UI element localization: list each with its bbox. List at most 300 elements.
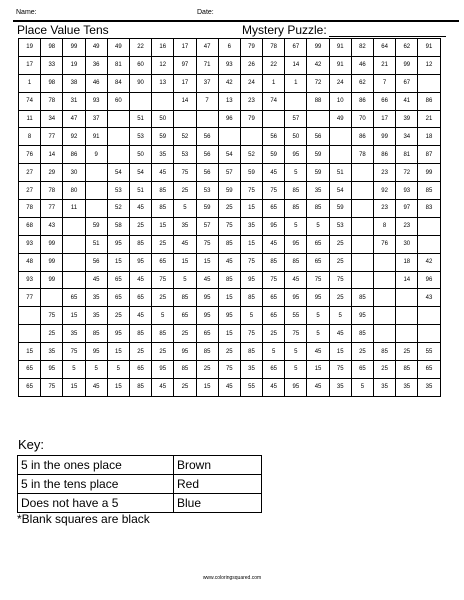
grid-cell[interactable]: 78: [41, 92, 63, 110]
grid-cell[interactable]: [63, 235, 85, 253]
grid-cell[interactable]: 49: [107, 39, 129, 57]
grid-cell[interactable]: 56: [85, 253, 107, 271]
grid-cell[interactable]: 25: [218, 200, 240, 218]
grid-cell[interactable]: [396, 289, 418, 307]
grid-cell[interactable]: 5: [329, 307, 351, 325]
grid-cell[interactable]: 33: [41, 56, 63, 74]
grid-cell[interactable]: 98: [41, 74, 63, 92]
grid-cell[interactable]: 67: [396, 74, 418, 92]
grid-cell[interactable]: 75: [307, 271, 329, 289]
grid-cell[interactable]: 56: [196, 146, 218, 164]
grid-cell[interactable]: 16: [152, 39, 174, 57]
grid-cell[interactable]: 57: [218, 164, 240, 182]
grid-cell[interactable]: 64: [374, 39, 396, 57]
grid-cell[interactable]: 25: [196, 361, 218, 379]
grid-cell[interactable]: 80: [63, 182, 85, 200]
grid-cell[interactable]: 42: [418, 253, 440, 271]
grid-cell[interactable]: 45: [218, 253, 240, 271]
grid-cell[interactable]: [196, 110, 218, 128]
grid-cell[interactable]: [107, 128, 129, 146]
grid-cell[interactable]: 77: [41, 200, 63, 218]
grid-cell[interactable]: 75: [218, 217, 240, 235]
grid-cell[interactable]: [351, 253, 373, 271]
grid-cell[interactable]: [374, 253, 396, 271]
grid-cell[interactable]: 29: [41, 164, 63, 182]
grid-cell[interactable]: 99: [396, 56, 418, 74]
grid-cell[interactable]: 59: [263, 146, 285, 164]
grid-cell[interactable]: 54: [218, 146, 240, 164]
grid-cell[interactable]: 22: [263, 56, 285, 74]
grid-cell[interactable]: 65: [129, 289, 151, 307]
grid-cell[interactable]: 85: [152, 325, 174, 343]
grid-cell[interactable]: 30: [63, 164, 85, 182]
grid-cell[interactable]: 85: [174, 289, 196, 307]
grid-cell[interactable]: 7: [196, 92, 218, 110]
grid-cell[interactable]: 82: [351, 39, 373, 57]
grid-cell[interactable]: 55: [240, 378, 262, 396]
grid-cell[interactable]: 25: [107, 307, 129, 325]
grid-cell[interactable]: [374, 325, 396, 343]
grid-cell[interactable]: 25: [129, 343, 151, 361]
grid-cell[interactable]: 35: [396, 378, 418, 396]
grid-cell[interactable]: 96: [418, 271, 440, 289]
grid-cell[interactable]: 86: [418, 92, 440, 110]
grid-cell[interactable]: 60: [129, 56, 151, 74]
grid-cell[interactable]: 45: [129, 271, 151, 289]
grid-cell[interactable]: [63, 217, 85, 235]
grid-cell[interactable]: 13: [218, 92, 240, 110]
grid-cell[interactable]: 85: [174, 361, 196, 379]
grid-cell[interactable]: 11: [63, 200, 85, 218]
grid-cell[interactable]: [329, 146, 351, 164]
grid-cell[interactable]: 5: [307, 307, 329, 325]
grid-cell[interactable]: [351, 271, 373, 289]
grid-cell[interactable]: 25: [329, 235, 351, 253]
grid-cell[interactable]: 43: [418, 289, 440, 307]
grid-cell[interactable]: 95: [85, 343, 107, 361]
grid-cell[interactable]: 99: [63, 39, 85, 57]
grid-cell[interactable]: 51: [129, 182, 151, 200]
grid-cell[interactable]: 75: [285, 325, 307, 343]
grid-cell[interactable]: 74: [19, 92, 41, 110]
grid-cell[interactable]: 60: [107, 92, 129, 110]
grid-cell[interactable]: 17: [19, 56, 41, 74]
grid-cell[interactable]: 75: [63, 343, 85, 361]
grid-cell[interactable]: 65: [152, 253, 174, 271]
grid-cell[interactable]: 93: [218, 56, 240, 74]
grid-cell[interactable]: 5: [107, 361, 129, 379]
grid-cell[interactable]: 75: [263, 271, 285, 289]
grid-cell[interactable]: 65: [196, 325, 218, 343]
grid-cell[interactable]: 95: [240, 271, 262, 289]
grid-cell[interactable]: 1: [263, 74, 285, 92]
grid-cell[interactable]: 39: [396, 110, 418, 128]
grid-cell[interactable]: 51: [129, 110, 151, 128]
grid-cell[interactable]: 13: [152, 74, 174, 92]
grid-cell[interactable]: 68: [19, 217, 41, 235]
grid-cell[interactable]: 14: [174, 92, 196, 110]
grid-cell[interactable]: 53: [329, 217, 351, 235]
grid-cell[interactable]: 85: [196, 343, 218, 361]
grid-cell[interactable]: 27: [19, 182, 41, 200]
grid-cell[interactable]: 24: [329, 74, 351, 92]
grid-cell[interactable]: [351, 164, 373, 182]
grid-cell[interactable]: 46: [85, 74, 107, 92]
grid-cell[interactable]: 85: [240, 343, 262, 361]
grid-cell[interactable]: 96: [218, 110, 240, 128]
grid-cell[interactable]: 35: [63, 325, 85, 343]
grid-cell[interactable]: 45: [263, 235, 285, 253]
grid-cell[interactable]: 45: [152, 378, 174, 396]
grid-cell[interactable]: [351, 182, 373, 200]
grid-cell[interactable]: 88: [307, 92, 329, 110]
grid-cell[interactable]: 95: [107, 325, 129, 343]
grid-cell[interactable]: 57: [285, 110, 307, 128]
grid-cell[interactable]: 54: [107, 164, 129, 182]
grid-cell[interactable]: [85, 182, 107, 200]
grid-cell[interactable]: 23: [374, 200, 396, 218]
grid-cell[interactable]: [19, 325, 41, 343]
grid-cell[interactable]: 85: [240, 289, 262, 307]
grid-cell[interactable]: 76: [374, 235, 396, 253]
grid-cell[interactable]: [240, 128, 262, 146]
grid-cell[interactable]: 14: [285, 56, 307, 74]
grid-cell[interactable]: 85: [418, 182, 440, 200]
grid-cell[interactable]: 77: [41, 128, 63, 146]
grid-cell[interactable]: 75: [152, 271, 174, 289]
grid-cell[interactable]: 50: [285, 128, 307, 146]
grid-cell[interactable]: 75: [263, 182, 285, 200]
grid-cell[interactable]: 65: [19, 378, 41, 396]
grid-cell[interactable]: 95: [285, 289, 307, 307]
grid-cell[interactable]: 85: [307, 200, 329, 218]
grid-cell[interactable]: 23: [396, 217, 418, 235]
grid-cell[interactable]: 25: [396, 343, 418, 361]
grid-cell[interactable]: 81: [107, 56, 129, 74]
grid-cell[interactable]: 15: [196, 253, 218, 271]
grid-cell[interactable]: 21: [418, 110, 440, 128]
grid-cell[interactable]: 35: [240, 361, 262, 379]
grid-cell[interactable]: 12: [152, 56, 174, 74]
grid-cell[interactable]: 71: [196, 56, 218, 74]
grid-cell[interactable]: 85: [129, 235, 151, 253]
grid-cell[interactable]: 49: [329, 110, 351, 128]
grid-cell[interactable]: 15: [240, 200, 262, 218]
grid-cell[interactable]: 57: [196, 217, 218, 235]
grid-cell[interactable]: [374, 307, 396, 325]
grid-cell[interactable]: 75: [41, 378, 63, 396]
grid-cell[interactable]: 25: [351, 343, 373, 361]
grid-cell[interactable]: 95: [263, 217, 285, 235]
grid-cell[interactable]: 75: [329, 271, 351, 289]
grid-cell[interactable]: 45: [218, 378, 240, 396]
grid-cell[interactable]: 12: [418, 56, 440, 74]
grid-cell[interactable]: 65: [19, 361, 41, 379]
grid-cell[interactable]: 62: [351, 74, 373, 92]
grid-cell[interactable]: 6: [218, 39, 240, 57]
grid-cell[interactable]: 45: [196, 271, 218, 289]
grid-cell[interactable]: 37: [85, 110, 107, 128]
grid-cell[interactable]: 43: [41, 217, 63, 235]
grid-cell[interactable]: 15: [174, 253, 196, 271]
grid-cell[interactable]: 52: [107, 200, 129, 218]
grid-cell[interactable]: 1: [19, 74, 41, 92]
grid-cell[interactable]: 19: [63, 56, 85, 74]
grid-cell[interactable]: 85: [152, 200, 174, 218]
grid-cell[interactable]: 15: [307, 361, 329, 379]
grid-cell[interactable]: 65: [307, 253, 329, 271]
grid-cell[interactable]: 75: [240, 325, 262, 343]
grid-cell[interactable]: 65: [129, 361, 151, 379]
write-in-line[interactable]: [218, 4, 458, 21]
grid-cell[interactable]: 25: [152, 343, 174, 361]
grid-cell[interactable]: 50: [129, 146, 151, 164]
grid-cell[interactable]: 59: [329, 200, 351, 218]
grid-cell[interactable]: 5: [240, 307, 262, 325]
grid-cell[interactable]: [129, 92, 151, 110]
grid-cell[interactable]: 81: [396, 146, 418, 164]
grid-cell[interactable]: 65: [107, 271, 129, 289]
grid-cell[interactable]: [351, 235, 373, 253]
grid-cell[interactable]: 34: [396, 128, 418, 146]
grid-cell[interactable]: 85: [396, 361, 418, 379]
grid-cell[interactable]: 86: [374, 146, 396, 164]
grid-cell[interactable]: 77: [19, 289, 41, 307]
grid-cell[interactable]: [85, 164, 107, 182]
grid-cell[interactable]: 95: [196, 289, 218, 307]
grid-cell[interactable]: 30: [396, 235, 418, 253]
grid-cell[interactable]: 25: [41, 325, 63, 343]
grid-cell[interactable]: [263, 110, 285, 128]
grid-cell[interactable]: 45: [307, 343, 329, 361]
grid-cell[interactable]: 25: [329, 253, 351, 271]
grid-cell[interactable]: 45: [129, 200, 151, 218]
grid-cell[interactable]: 5: [152, 307, 174, 325]
grid-cell[interactable]: 46: [351, 56, 373, 74]
grid-cell[interactable]: 27: [19, 164, 41, 182]
grid-cell[interactable]: 14: [396, 271, 418, 289]
grid-cell[interactable]: 45: [174, 235, 196, 253]
grid-cell[interactable]: 75: [329, 361, 351, 379]
grid-cell[interactable]: 86: [351, 128, 373, 146]
grid-cell[interactable]: 5: [63, 361, 85, 379]
grid-cell[interactable]: 19: [19, 39, 41, 57]
grid-cell[interactable]: 35: [174, 217, 196, 235]
grid-cell[interactable]: 31: [63, 92, 85, 110]
grid-cell[interactable]: 53: [107, 182, 129, 200]
grid-cell[interactable]: 78: [41, 182, 63, 200]
grid-cell[interactable]: 18: [396, 253, 418, 271]
grid-cell[interactable]: 75: [196, 235, 218, 253]
grid-cell[interactable]: 97: [174, 56, 196, 74]
grid-cell[interactable]: 5: [85, 361, 107, 379]
grid-cell[interactable]: [152, 92, 174, 110]
grid-cell[interactable]: 85: [218, 235, 240, 253]
grid-cell[interactable]: 85: [129, 325, 151, 343]
grid-cell[interactable]: 95: [107, 235, 129, 253]
grid-cell[interactable]: 93: [85, 92, 107, 110]
grid-cell[interactable]: 95: [218, 307, 240, 325]
grid-cell[interactable]: 83: [418, 200, 440, 218]
grid-cell[interactable]: 5: [285, 217, 307, 235]
grid-cell[interactable]: [174, 110, 196, 128]
grid-cell[interactable]: 35: [307, 182, 329, 200]
grid-cell[interactable]: 45: [85, 271, 107, 289]
grid-cell[interactable]: 65: [263, 361, 285, 379]
grid-cell[interactable]: 95: [196, 307, 218, 325]
grid-cell[interactable]: 17: [374, 110, 396, 128]
grid-cell[interactable]: 5: [263, 343, 285, 361]
grid-cell[interactable]: 35: [329, 378, 351, 396]
grid-cell[interactable]: 22: [129, 39, 151, 57]
grid-cell[interactable]: 11: [19, 110, 41, 128]
grid-cell[interactable]: 55: [285, 307, 307, 325]
grid-cell[interactable]: 54: [129, 164, 151, 182]
grid-cell[interactable]: 47: [196, 39, 218, 57]
grid-cell[interactable]: 45: [85, 378, 107, 396]
grid-cell[interactable]: 85: [285, 182, 307, 200]
grid-cell[interactable]: [374, 289, 396, 307]
grid-cell[interactable]: 85: [351, 289, 373, 307]
grid-cell[interactable]: 52: [174, 128, 196, 146]
grid-cell[interactable]: 62: [396, 39, 418, 57]
grid-cell[interactable]: 15: [107, 253, 129, 271]
grid-cell[interactable]: 93: [19, 271, 41, 289]
write-in-line[interactable]: [43, 4, 188, 21]
grid-cell[interactable]: 75: [174, 164, 196, 182]
grid-cell[interactable]: 42: [307, 56, 329, 74]
mystery-puzzle-answer-line[interactable]: [329, 36, 446, 37]
grid-cell[interactable]: [285, 92, 307, 110]
grid-cell[interactable]: 95: [129, 253, 151, 271]
grid-cell[interactable]: 99: [41, 271, 63, 289]
grid-cell[interactable]: 65: [263, 307, 285, 325]
grid-cell[interactable]: 41: [396, 92, 418, 110]
grid-cell[interactable]: 72: [396, 164, 418, 182]
grid-cell[interactable]: 91: [329, 39, 351, 57]
grid-cell[interactable]: 15: [152, 217, 174, 235]
grid-cell[interactable]: 85: [152, 182, 174, 200]
grid-cell[interactable]: 25: [263, 325, 285, 343]
grid-cell[interactable]: 45: [285, 271, 307, 289]
grid-cell[interactable]: 95: [285, 235, 307, 253]
grid-cell[interactable]: 90: [129, 74, 151, 92]
grid-cell[interactable]: 21: [374, 56, 396, 74]
grid-cell[interactable]: 45: [307, 378, 329, 396]
grid-cell[interactable]: 54: [329, 182, 351, 200]
grid-cell[interactable]: 15: [63, 307, 85, 325]
grid-cell[interactable]: 8: [374, 217, 396, 235]
grid-cell[interactable]: 25: [152, 235, 174, 253]
grid-cell[interactable]: 65: [63, 289, 85, 307]
grid-cell[interactable]: 17: [174, 74, 196, 92]
grid-cell[interactable]: [418, 217, 440, 235]
grid-cell[interactable]: 65: [351, 361, 373, 379]
grid-cell[interactable]: 85: [218, 271, 240, 289]
grid-cell[interactable]: 25: [218, 343, 240, 361]
grid-cell[interactable]: [41, 289, 63, 307]
grid-cell[interactable]: 75: [240, 182, 262, 200]
grid-cell[interactable]: 86: [63, 146, 85, 164]
grid-cell[interactable]: [85, 200, 107, 218]
grid-cell[interactable]: 99: [374, 128, 396, 146]
grid-cell[interactable]: 5: [307, 325, 329, 343]
grid-cell[interactable]: 70: [351, 110, 373, 128]
grid-cell[interactable]: [107, 110, 129, 128]
grid-cell[interactable]: 59: [240, 164, 262, 182]
grid-cell[interactable]: 48: [19, 253, 41, 271]
grid-cell[interactable]: 65: [418, 361, 440, 379]
grid-cell[interactable]: [351, 217, 373, 235]
grid-cell[interactable]: 15: [329, 343, 351, 361]
grid-cell[interactable]: 78: [351, 146, 373, 164]
grid-cell[interactable]: 56: [307, 128, 329, 146]
grid-cell[interactable]: 7: [374, 74, 396, 92]
grid-cell[interactable]: 51: [329, 164, 351, 182]
grid-cell[interactable]: 59: [152, 128, 174, 146]
grid-cell[interactable]: 15: [63, 378, 85, 396]
grid-cell[interactable]: 59: [196, 200, 218, 218]
grid-cell[interactable]: 99: [418, 164, 440, 182]
grid-cell[interactable]: 59: [307, 164, 329, 182]
grid-cell[interactable]: 59: [85, 217, 107, 235]
grid-cell[interactable]: 38: [63, 74, 85, 92]
grid-cell[interactable]: 78: [263, 39, 285, 57]
grid-cell[interactable]: 56: [196, 164, 218, 182]
grid-cell[interactable]: 49: [85, 39, 107, 57]
grid-cell[interactable]: 45: [152, 164, 174, 182]
grid-cell[interactable]: 67: [285, 39, 307, 57]
grid-cell[interactable]: 14: [41, 146, 63, 164]
grid-cell[interactable]: 35: [85, 289, 107, 307]
grid-cell[interactable]: [63, 253, 85, 271]
grid-cell[interactable]: [351, 200, 373, 218]
grid-cell[interactable]: 23: [240, 92, 262, 110]
grid-cell[interactable]: 75: [41, 307, 63, 325]
grid-cell[interactable]: 93: [19, 235, 41, 253]
grid-cell[interactable]: 5: [285, 343, 307, 361]
grid-cell[interactable]: 74: [263, 92, 285, 110]
grid-cell[interactable]: 97: [396, 200, 418, 218]
grid-cell[interactable]: 75: [218, 361, 240, 379]
grid-cell[interactable]: 55: [418, 343, 440, 361]
grid-cell[interactable]: 65: [263, 200, 285, 218]
grid-cell[interactable]: 5: [174, 200, 196, 218]
grid-cell[interactable]: 17: [174, 39, 196, 57]
grid-cell[interactable]: 34: [41, 110, 63, 128]
grid-cell[interactable]: 93: [396, 182, 418, 200]
grid-cell[interactable]: 79: [240, 110, 262, 128]
grid-cell[interactable]: 95: [152, 361, 174, 379]
grid-cell[interactable]: 5: [307, 217, 329, 235]
grid-cell[interactable]: 66: [374, 92, 396, 110]
grid-cell[interactable]: 5: [285, 361, 307, 379]
grid-cell[interactable]: 25: [174, 378, 196, 396]
grid-cell[interactable]: [19, 307, 41, 325]
grid-cell[interactable]: 15: [240, 235, 262, 253]
grid-cell[interactable]: 65: [107, 289, 129, 307]
grid-cell[interactable]: 86: [351, 92, 373, 110]
grid-cell[interactable]: 15: [196, 378, 218, 396]
grid-cell[interactable]: 51: [85, 235, 107, 253]
grid-cell[interactable]: 56: [263, 128, 285, 146]
grid-cell[interactable]: 56: [196, 128, 218, 146]
grid-cell[interactable]: 87: [418, 146, 440, 164]
grid-cell[interactable]: [374, 271, 396, 289]
grid-cell[interactable]: 35: [85, 307, 107, 325]
grid-cell[interactable]: 15: [218, 325, 240, 343]
grid-cell[interactable]: 8: [19, 128, 41, 146]
